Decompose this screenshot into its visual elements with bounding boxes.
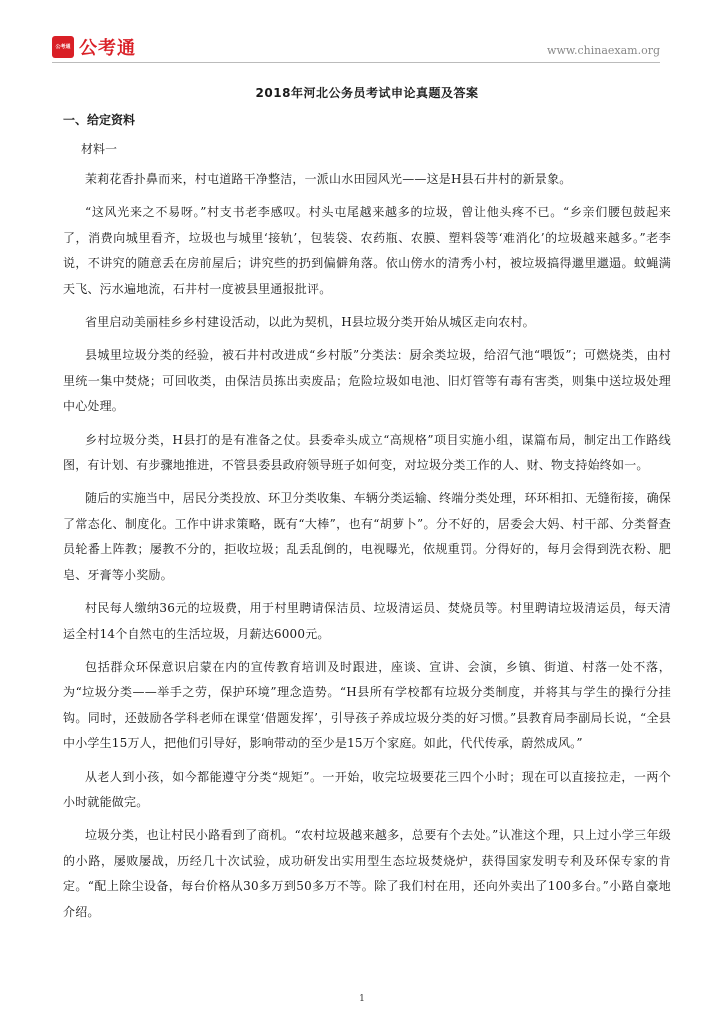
material-label: 材料一 xyxy=(81,142,118,156)
paragraph: 随后的实施当中，居民分类投放、环卫分类收集、车辆分类运输、终端分类处理，环环相扣、无缝衔接，确保了常态化、制度化。工作中讲求策略，既有“大棒”，也有“胡萝卜”。分不好的，居委会大妈、村干部、分类督查员轮番上阵教；屡教不分的，拒收垃圾；乱丢乱倒的，电视曝光，依规重罚。分得好的，每月会得到洗衣粉、肥皂、牙膏等小奖励。 xyxy=(63,491,671,582)
paragraph: 茉莉花香扑鼻而来，村屯道路干净整洁，一派山水田园风光——这是H县石井村的新景象。 xyxy=(85,172,572,186)
paragraph: 从老人到小孩，如今都能遵守分类“规矩”。一开始，收完垃圾要花三四个小时；现在可以直接拉走，一两个小时就能做完。 xyxy=(63,769,671,809)
paragraph: 包括群众环保意识启蒙在内的宣传教育培训及时跟进，座谈、宣讲、会演，乡镇、街道、村落一处不落，为“垃圾分类——举手之劳，保护环境”理念造势。“H县所有学校都有垃圾分类制度，并将其与学生的操行分挂钩。同时，还鼓励各学科老师在课堂‘借题发挥’，引导孩子养成垃圾分类的好习惯。”县教育局李副局长说，“全县中小学生15万人，把他们引导好，影响带动的至少是15万个家庭。如此，代代传承，蔚然成风。” xyxy=(63,659,671,751)
site-url[interactable]: www.chinaexam.org xyxy=(547,44,660,57)
paragraph: 村民每人缴纳36元的垃圾费，用于村里聘请保洁员、垃圾清运员、焚烧员等。村里聘请垃圾清运员，每天清运全村14个自然屯的生活垃圾，月薪达6000元。 xyxy=(63,601,671,641)
section-heading: 一、给定资料 xyxy=(63,113,136,127)
header-divider xyxy=(52,62,660,63)
document-body xyxy=(63,76,671,933)
paragraph: 省里启动美丽桂乡乡村建设活动，以此为契机，H县垃圾分类开始从城区走向农村。 xyxy=(85,315,535,330)
logo-text: 公考通 xyxy=(79,38,136,59)
document-title: 2018年河北公务员考试申论真题及答案 xyxy=(255,86,479,100)
page-header xyxy=(0,0,724,70)
paragraph: “这风光来之不易呀。”村支书老李感叹。村头屯尾越来越多的垃圾，曾让他头疼不已。“乡亲们腰包鼓起来了，消费向城里看齐，垃圾也与城里‘接轨’，包装袋、农药瓶、农膜、塑料袋等‘难消化’的垃圾越来越多。”老李说，不讲究的随意丢在房前屋后；讲究些的扔到偏僻角落。依山傍水的清秀小村，被垃圾搞得邋里邋遢。蚊蝇满天飞、污水遍地流，石井村一度被县里通报批评。 xyxy=(63,205,671,296)
paragraph: 垃圾分类，也让村民小路看到了商机。“农村垃圾越来越多，总要有个去处。”认准这个理，只上过小学三年级的小路，屡败屡战，历经几十次试验，成功研发出实用型生态垃圾焚烧炉，获得国家发明专利及环保专家的肯定。“配上除尘设备，每台价格从30多万到50多万不等。除了我们村在用，还向外卖出了100多台。”小路自豪地介绍。 xyxy=(63,828,671,919)
logo[interactable] xyxy=(52,34,136,60)
paragraph: 县城里垃圾分类的经验，被石井村改进成“乡村版”分类法：厨余类垃圾，给沼气池“喂饭”；可燃烧类，由村里统一集中焚烧；可回收类，由保洁员拣出卖废品；危险垃圾如电池、旧灯管等有毒有害类，则集中送垃圾处理中心处理。 xyxy=(63,348,671,414)
paragraph: 乡村垃圾分类，H县打的是有准备之仗。县委牵头成立“高规格”项目实施小组，谋篇布局，制定出工作路线图，有计划、有步骤地推进，不管县委县政府领导班子如何变，对垃圾分类工作的人、财、物支持始终如一。 xyxy=(63,432,671,473)
logo-icon: 公考通 xyxy=(52,36,74,58)
page-number: 1 xyxy=(359,994,365,1004)
